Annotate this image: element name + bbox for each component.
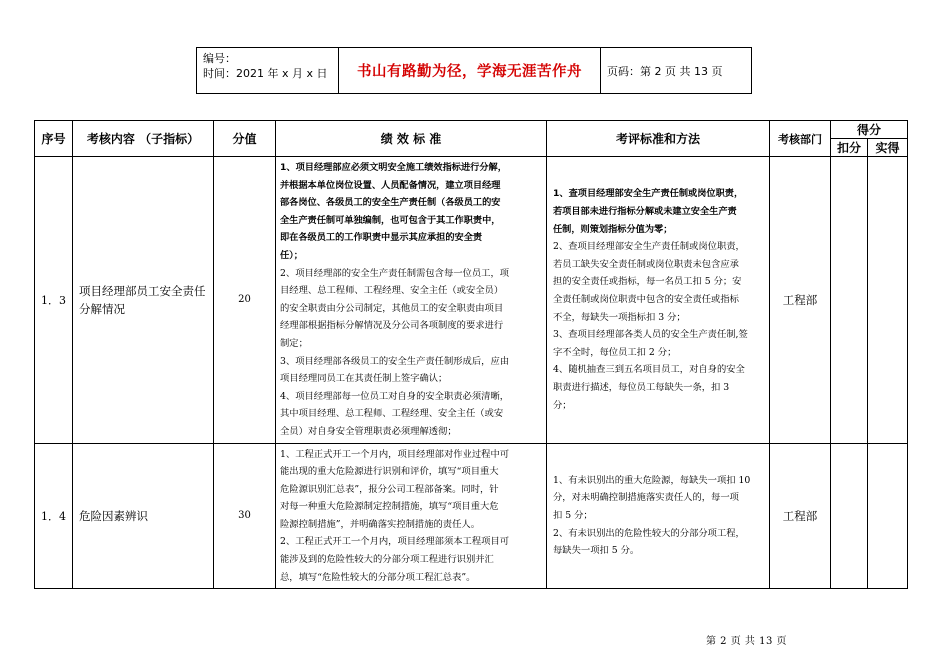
row-standard: [276, 443, 547, 589]
standard-line: 总，填写“危险性较大的分部分项工程汇总表”。: [280, 571, 476, 583]
method-line: 任制，则策划指标分值为零；: [553, 223, 673, 235]
method-line: 担的安全责任或指标，每一名员工扣 5 分；安: [553, 276, 742, 288]
standard-line: 4、项目经理部每一位员工对自身的安全职责必须清晰，: [280, 390, 510, 402]
page-code: 页码：第 2 页 共 13 页: [607, 64, 723, 78]
method-line: 3、查项目经理部各类人员的安全生产责任制,签: [553, 329, 748, 341]
header-seq: 序号: [35, 121, 73, 157]
standard-line: 全生产责任制可单独编制，也可包含于其工作职责中，: [280, 214, 501, 226]
standard-line: 经理部根据指标分解情况及分公司各项制度的要求进行: [280, 320, 504, 332]
number-label: 编号：: [203, 52, 236, 65]
header-dept: 考核部门: [770, 121, 831, 157]
header-points: 得分: [831, 121, 908, 139]
method-line: 若员工缺失安全责任制或岗位职责未包含应承: [553, 258, 739, 270]
page-footer: 第 2 页 共 13 页: [706, 636, 787, 647]
row-actual-cell: [868, 157, 908, 444]
standard-line: 的安全职责由分公司制定，其他员工的安全职责由项目: [280, 302, 504, 314]
header-score: 分值: [214, 121, 276, 157]
standard-line: 险源控制措施”，并明确落实控制措施的责任人。: [280, 518, 480, 530]
row-deduct-cell: [831, 157, 868, 444]
method-line: 分，对未明确控制措施落实责任人的，每一项: [553, 492, 739, 504]
motto: 书山有路勤为径，学海无涯苦作舟: [339, 48, 601, 93]
standard-line: 其中项目经理、总工程师、工程经理、安全主任（或安: [280, 408, 504, 420]
header-standard: 绩 效 标 准: [276, 121, 547, 157]
method-line: 不全，每缺失一项指标扣 3 分；: [553, 311, 686, 323]
row-name: 危险因素辨识: [73, 443, 214, 589]
row-dept: 工程部: [770, 443, 831, 589]
standard-line: 2、项目经理部的安全生产责任制需包含每一位员工，项: [280, 267, 510, 279]
method-line: 分；: [553, 399, 572, 411]
row-name: 项目经理部员工安全责任分解情况: [73, 157, 214, 444]
method-line: 4、随机抽查三到五名项目员工，对自身的安全: [553, 364, 745, 376]
standard-line: 对每一种重大危险源制定控制措施，填写“项目重大危: [280, 501, 499, 513]
standard-line: 全员）对自身安全管理职责必须理解透彻；: [280, 425, 457, 437]
standard-line: 目经理、总工程师、工程经理、安全主任（或安全员）: [280, 285, 504, 297]
method-line: 若项目部未进行指标分解或未建立安全生产责: [553, 205, 737, 217]
row-seq: 1．4: [35, 443, 73, 589]
standard-line: 并根据本单位岗位设置、人员配备情况，建立项目经理: [280, 179, 501, 191]
table-row: [35, 157, 908, 444]
time-label: 时间：2021 年 x 月 x 日: [203, 67, 328, 80]
method-line: 字不全时，每位员工扣 2 分；: [553, 346, 677, 358]
standard-line: 制定；: [280, 337, 308, 349]
method-line: 扣 5 分；: [553, 510, 593, 522]
method-line: 每缺失一项扣 5 分。: [553, 545, 640, 557]
standard-line: 2、工程正式开工一个月内，项目经理部须本工程项目可: [280, 536, 510, 548]
standard-line: 即在各级员工的工作职责中显示其应承担的安全责: [280, 232, 483, 244]
row-score: 30: [214, 443, 276, 589]
standard-line: 3、项目经理部各级员工的安全生产责任制形成后，应由: [280, 355, 510, 367]
method-line: 职责进行描述，每位员工每缺失一条，扣 3: [553, 381, 730, 393]
method-line: 1、查项目经理部安全生产责任制或岗位职责，: [553, 188, 744, 200]
standard-line: 任）；: [280, 249, 303, 261]
row-dept: 工程部: [770, 157, 831, 444]
row-actual-cell: [868, 443, 908, 589]
row-score: 20: [214, 157, 276, 444]
header-content: 考核内容 （子指标）: [73, 121, 214, 157]
method-line: 1、有未识别出的重大危险源，每缺失一项扣 10: [553, 474, 751, 486]
method-line: 2、查项目经理部安全生产责任制或岗位职责，: [553, 241, 745, 253]
standard-line: 危险源识别汇总表”，报分公司工程部备案。同时，针: [280, 483, 499, 495]
standard-line: 能出现的重大危险源进行识别和评价，填写“项目重大: [280, 466, 499, 478]
row-method: [547, 157, 770, 444]
header-actual: 实得: [868, 139, 908, 157]
header-method: 考评标准和方法: [547, 121, 770, 157]
row-standard: [276, 157, 547, 444]
table-row: [35, 443, 908, 589]
standard-line: 部各岗位、各级员工的安全生产责任制（各级员工的安: [280, 197, 501, 209]
standard-line: 1、项目经理部应必须文明安全施工绩效指标进行分解，: [280, 162, 507, 173]
row-deduct-cell: [831, 443, 868, 589]
standard-line: 能涉及到的危险性较大的分部分项工程进行识别并汇: [280, 554, 494, 566]
header-meta: [197, 48, 339, 93]
method-line: 2、有未识别出的危险性较大的分部分项工程，: [553, 527, 745, 539]
assessment-table: [34, 120, 908, 589]
row-method: [547, 443, 770, 589]
document-header: [196, 47, 752, 94]
header-deduct: 扣分: [831, 139, 868, 157]
method-line: 全责任制或岗位职责中包含的安全责任或指标: [553, 293, 739, 305]
row-seq: 1．3: [35, 157, 73, 444]
standard-line: 1、工程正式开工一个月内，项目经理部对作业过程中可: [280, 448, 510, 460]
standard-line: 项目经理同员工在其责任制上签字确认；: [280, 373, 448, 385]
